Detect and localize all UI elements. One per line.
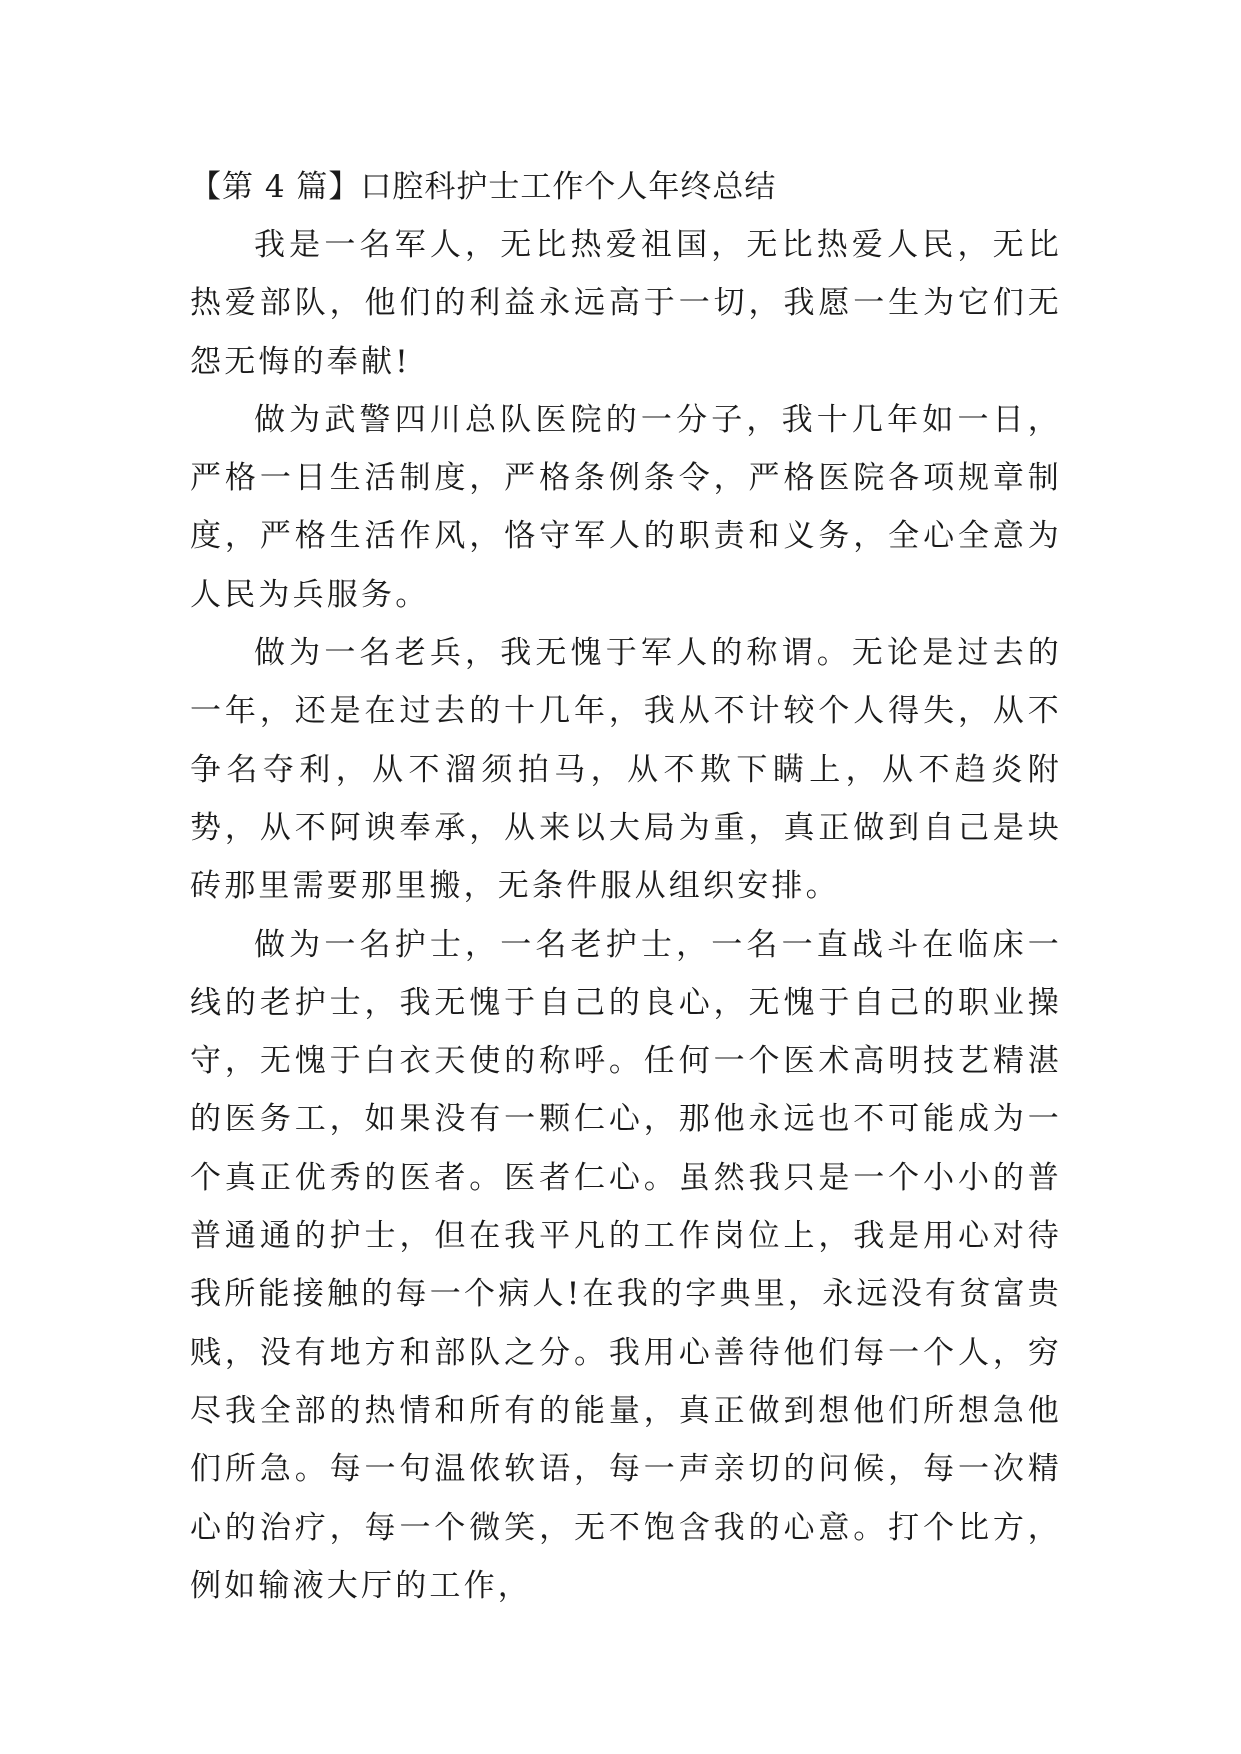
paragraph-3: 做为一名老兵，我无愧于军人的称谓。无论是过去的一年，还是在过去的十几年，我从不计较个人得失，从不争名夺利，从不溜须拍马，从不欺下瞒上，从不趋炎附势，从不阿谀奉承，从来以大局为重，真正做到自己是块砖那里需要那里搬，无条件服从组织安排。	[190, 635, 1062, 905]
paragraph-4: 做为一名护士，一名老护士，一名一直战斗在临床一线的老护士，我无愧于自己的良心，无愧于自己的职业操守，无愧于白衣天使的称呼。任何一个医术高明技艺精湛的医务工，如果没有一颗仁心，那他永远也不可能成为一个真正优秀的医者。医者仁心。虽然我只是一个小小的普普通通的护士，但在我平凡的工作岗位上，我是用心对待我所能接触的每一个病人!在我的字典里，永远没有贫富贵贱，没有地方和部队之分。我用心善待他们每一个人，穷尽我全部的热情和所有的能量，真正做到想他们所想急他们所急。每一句温侬软语，每一声亲切的问候，每一次精心的治疗，每一个微笑，无不饱含我的心意。打个比方，例如输液大厅的工作，	[190, 926, 1062, 1604]
document-body	[190, 158, 1062, 1615]
paragraph-1: 我是一名军人，无比热爱祖国，无比热爱人民，无比热爱部队，他们的利益永远高于一切，我愿一生为它们无怨无悔的奉献!	[190, 227, 1062, 380]
document-title: 【第 4 篇】口腔科护士工作个人年终总结	[190, 169, 777, 205]
paragraph-2: 做为武警四川总队医院的一分子，我十几年如一日，严格一日生活制度，严格条例条令，严格医院各项规章制度，严格生活作风，恪守军人的职责和义务，全心全意为人民为兵服务。	[190, 401, 1062, 613]
